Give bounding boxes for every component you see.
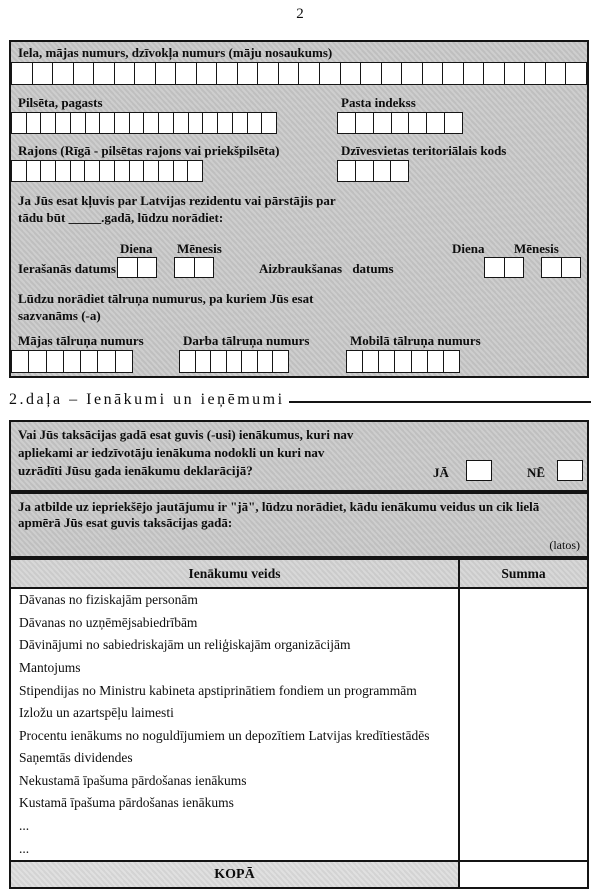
income-sum-cell[interactable] (460, 634, 587, 657)
char-cell[interactable] (273, 351, 288, 372)
sum-header: Summa (501, 565, 546, 581)
char-cell[interactable] (130, 113, 145, 133)
char-cell[interactable] (379, 351, 395, 372)
territorial-code-label: Dzīvesvietas teritoriālais kods (341, 143, 507, 158)
char-cell[interactable] (238, 63, 259, 84)
char-cell[interactable] (12, 161, 27, 181)
total-row (11, 860, 587, 887)
street-label: Iela, mājas numurs, dzīvokļa numurs (māju nosaukums) (18, 45, 333, 60)
home-phone-boxes (11, 350, 133, 373)
departure-date-label: Aizbraukšanas datums (259, 261, 394, 276)
char-cell[interactable] (81, 351, 98, 372)
char-cell[interactable] (391, 161, 408, 181)
char-cell[interactable] (115, 63, 136, 84)
postal-label: Pasta indekss (341, 95, 416, 110)
char-cell[interactable] (180, 351, 196, 372)
char-cell[interactable] (12, 113, 27, 133)
income-row (11, 770, 587, 793)
phones-note-line1: Lūdzu norādiet tālruņa numurus, pa kuriem Jūs esat (18, 291, 314, 306)
question-line2: apliekami ar iedzīvotāju ienākuma nodokli un kuri nav (18, 445, 325, 460)
instruction-block (9, 492, 589, 558)
char-cell[interactable] (12, 63, 33, 84)
char-cell[interactable] (374, 113, 392, 133)
char-cell[interactable] (444, 351, 459, 372)
char-cell[interactable] (356, 113, 374, 133)
income-row (11, 634, 587, 657)
departure-month-boxes (541, 257, 581, 278)
char-cell[interactable] (85, 161, 100, 181)
char-cell[interactable] (100, 113, 115, 133)
postal-char-row (337, 112, 463, 134)
char-cell[interactable] (12, 351, 29, 372)
char-cell[interactable] (299, 63, 320, 84)
income-sum-cell[interactable] (460, 770, 587, 793)
char-cell[interactable] (347, 351, 363, 372)
total-sum-cell[interactable] (460, 862, 587, 887)
table-header-row (11, 560, 587, 589)
char-cell[interactable] (525, 63, 546, 84)
char-cell[interactable] (412, 351, 428, 372)
char-cell[interactable] (485, 258, 505, 277)
mobile-phone-label: Mobilā tālruņa numurs (350, 333, 481, 348)
income-row (11, 589, 587, 612)
instruction-line1: Ja atbilde uz iepriekšējo jautājumu ir "jā", lūdzu norādiet, kādu ienākumu veidus un cik lielā (18, 499, 540, 514)
char-cell[interactable] (56, 161, 71, 181)
income-rows (11, 589, 587, 860)
departure-day-boxes (484, 257, 524, 278)
char-cell[interactable] (320, 63, 341, 84)
char-cell[interactable] (53, 63, 74, 84)
char-cell[interactable] (409, 113, 427, 133)
residency-note-line1: Ja Jūs esat kļuvis par Latvijas rezidentu vai pārstājis par (18, 193, 336, 208)
home-phone-label: Mājas tālruņa numurs (18, 333, 144, 348)
income-row (11, 679, 587, 702)
char-cell[interactable] (159, 161, 174, 181)
char-cell[interactable] (64, 351, 81, 372)
char-cell[interactable] (392, 113, 410, 133)
char-cell[interactable] (138, 258, 157, 277)
char-cell[interactable] (402, 63, 423, 84)
char-cell[interactable] (374, 161, 392, 181)
city-char-row (11, 112, 277, 134)
char-cell[interactable] (156, 63, 177, 84)
char-cell[interactable] (29, 351, 46, 372)
char-cell[interactable] (130, 161, 145, 181)
char-cell[interactable] (262, 113, 276, 133)
char-cell[interactable] (423, 63, 444, 84)
question-block (9, 420, 589, 492)
char-cell[interactable] (505, 63, 526, 84)
char-cell[interactable] (427, 113, 445, 133)
no-checkbox[interactable] (557, 460, 583, 481)
income-sum-cell[interactable] (460, 657, 587, 680)
char-cell[interactable] (196, 351, 212, 372)
char-cell[interactable] (445, 113, 462, 133)
work-phone-boxes (179, 350, 289, 373)
yes-label: JĀ (433, 465, 449, 480)
income-sum-cell[interactable] (460, 589, 587, 612)
char-cell[interactable] (175, 258, 195, 277)
char-cell[interactable] (144, 161, 159, 181)
income-row (11, 815, 587, 838)
question-line3: uzrādīti Jūsu gada ienākumu deklarācijā? (18, 463, 253, 478)
char-cell[interactable] (505, 258, 524, 277)
char-cell[interactable] (33, 63, 54, 84)
income-row (11, 837, 587, 860)
char-cell[interactable] (464, 63, 485, 84)
arrival-month-boxes (174, 257, 214, 278)
yes-checkbox[interactable] (466, 460, 492, 481)
mobile-phone-boxes (346, 350, 460, 373)
income-type-label: ... (11, 815, 460, 838)
char-cell[interactable] (174, 161, 189, 181)
income-type-label: Nekustamā īpašuma pārdošanas ienākums (11, 770, 460, 793)
char-cell[interactable] (484, 63, 505, 84)
street-char-row (11, 62, 587, 85)
char-cell[interactable] (86, 113, 101, 133)
char-cell[interactable] (174, 113, 189, 133)
char-cell[interactable] (189, 113, 204, 133)
no-label: NĒ (527, 465, 546, 480)
char-cell[interactable] (47, 351, 64, 372)
income-type-label: Dāvanas no fiziskajām personām (11, 589, 460, 612)
departure-month-header: Mēnesis (514, 241, 559, 256)
arrival-day-header: Diena (120, 241, 153, 256)
char-cell[interactable] (115, 161, 130, 181)
district-label: Rajons (Rīgā - pilsētas rajons vai priekšpilsēta) (18, 143, 280, 158)
income-sum-cell[interactable] (460, 747, 587, 770)
income-sum-cell[interactable] (460, 815, 587, 838)
income-sum-cell[interactable] (460, 837, 587, 860)
char-cell[interactable] (279, 63, 300, 84)
income-sum-cell[interactable] (460, 792, 587, 815)
income-type-label: Izložu un azartspēļu laimesti (11, 702, 460, 725)
char-cell[interactable] (203, 113, 218, 133)
income-sum-cell[interactable] (460, 724, 587, 747)
char-cell[interactable] (258, 351, 274, 372)
char-cell[interactable] (176, 63, 197, 84)
char-cell[interactable] (341, 63, 362, 84)
district-char-row (11, 160, 203, 182)
char-cell[interactable] (74, 63, 95, 84)
page-number: 2 (296, 6, 304, 22)
arrival-month-header: Mēnesis (177, 241, 222, 256)
char-cell[interactable] (356, 161, 374, 181)
char-cell[interactable] (116, 351, 132, 372)
char-cell[interactable] (361, 63, 382, 84)
income-type-header: Ienākumu veids (11, 560, 460, 587)
char-cell[interactable] (41, 113, 56, 133)
char-cell[interactable] (98, 351, 115, 372)
char-cell[interactable] (211, 351, 227, 372)
income-row (11, 747, 587, 770)
char-cell[interactable] (242, 351, 258, 372)
income-type-label: Saņemtās dividendes (11, 747, 460, 770)
heading-rule (289, 401, 591, 403)
char-cell[interactable] (363, 351, 379, 372)
income-type-label: ... (11, 837, 460, 860)
arrival-date-label: Ierašanās datums (18, 261, 116, 276)
char-cell[interactable] (428, 351, 444, 372)
income-row (11, 612, 587, 635)
char-cell[interactable] (56, 113, 71, 133)
instruction-line2: apmērā Jūs esat guvis taksācijas gadā: (18, 515, 233, 530)
char-cell[interactable] (115, 113, 130, 133)
address-block (9, 40, 589, 378)
char-cell[interactable] (188, 161, 202, 181)
city-label: Pilsēta, pagasts (18, 95, 103, 110)
char-cell[interactable] (144, 113, 159, 133)
char-cell[interactable] (135, 63, 156, 84)
char-cell[interactable] (227, 351, 243, 372)
income-row (11, 657, 587, 680)
income-sum-cell[interactable] (460, 612, 587, 635)
char-cell[interactable] (542, 258, 562, 277)
income-type-label: Kustamā īpašuma pārdošanas ienākums (11, 792, 460, 815)
question-line1: Vai Jūs taksācijas gadā esat guvis (-usi) ienākumus, kuri nav (18, 427, 354, 442)
char-cell[interactable] (94, 63, 115, 84)
income-row (11, 702, 587, 725)
char-cell[interactable] (41, 161, 56, 181)
phones-note-line2: sazvanāms (-a) (18, 308, 101, 323)
char-cell[interactable] (118, 258, 138, 277)
char-cell[interactable] (71, 161, 86, 181)
char-cell[interactable] (443, 63, 464, 84)
income-type-label: Dāvanas no uzņēmējsabiedrībām (11, 612, 460, 635)
departure-day-header: Diena (452, 241, 485, 256)
work-phone-label: Darba tālruņa numurs (183, 333, 310, 348)
char-cell[interactable] (71, 113, 86, 133)
char-cell[interactable] (233, 113, 248, 133)
section2-heading-row (9, 391, 591, 409)
char-cell[interactable] (100, 161, 115, 181)
char-cell[interactable] (546, 63, 567, 84)
section2-heading: 2.daļa – Ienākumi un ieņēmumi (9, 391, 285, 408)
char-cell[interactable] (566, 63, 586, 84)
income-type-label: Mantojums (11, 657, 460, 680)
char-cell[interactable] (218, 113, 233, 133)
residency-note-line2: tādu būt _____.gadā, lūdzu norādiet: (18, 210, 224, 225)
char-cell[interactable] (562, 258, 581, 277)
char-cell[interactable] (338, 113, 356, 133)
char-cell[interactable] (159, 113, 174, 133)
income-row (11, 792, 587, 815)
income-type-label: Procentu ienākums no noguldījumiem un depozītiem Latvijas kredītiestādēs (11, 724, 460, 747)
arrival-day-boxes (117, 257, 157, 278)
char-cell[interactable] (217, 63, 238, 84)
income-sum-cell[interactable] (460, 702, 587, 725)
territorial-char-row (337, 160, 409, 182)
income-row (11, 724, 587, 747)
char-cell[interactable] (382, 63, 403, 84)
char-cell[interactable] (395, 351, 411, 372)
income-type-label: Stipendijas no Ministru kabineta apstiprinātiem fondiem un programmām (11, 679, 460, 702)
total-label: KOPĀ (11, 862, 460, 887)
char-cell[interactable] (258, 63, 279, 84)
char-cell[interactable] (195, 258, 214, 277)
income-table (9, 558, 589, 889)
char-cell[interactable] (197, 63, 218, 84)
char-cell[interactable] (27, 161, 42, 181)
income-type-label: Dāvinājumi no sabiedriskajām un reliģiskajām organizācijām (11, 634, 460, 657)
char-cell[interactable] (27, 113, 42, 133)
income-sum-cell[interactable] (460, 679, 587, 702)
char-cell[interactable] (338, 161, 356, 181)
unit-note: (latos) (549, 538, 580, 552)
char-cell[interactable] (248, 113, 263, 133)
